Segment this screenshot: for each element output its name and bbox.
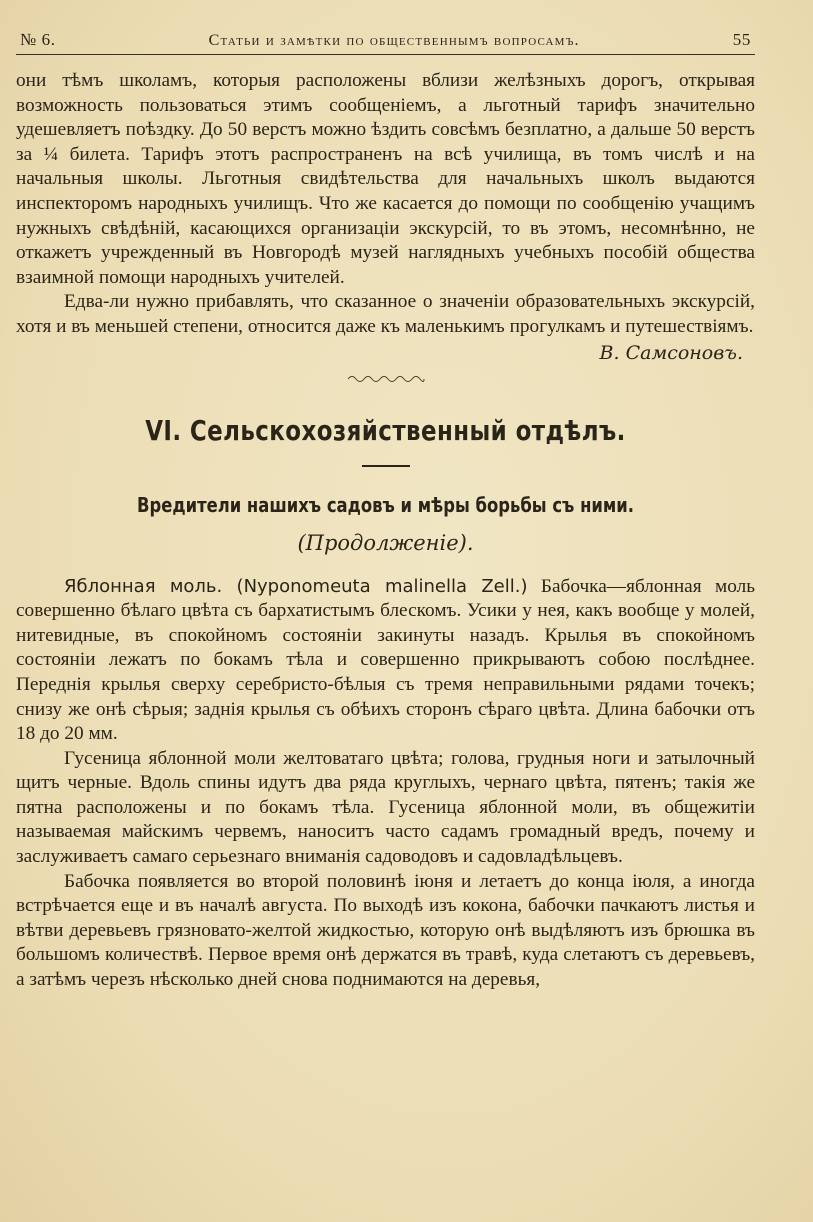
issue-number: № 6.	[20, 30, 56, 49]
paragraph: Гусеница яблонной моли желтоватаго цвѣта; голова, грудныя ноги и затылочный щитъ черные. Вдоль спины идутъ два ряда круглыхъ, чернаго цвѣта, пятенъ; такія же пятна расположены и по бокамъ тѣла. Гусеница яблонной моли, въ общежитіи называемая майскимъ червемъ, наноситъ часто садамъ громадный вредъ, почему и заслуживаетъ самаго серьезнаго вниманія садоводовъ и садовладѣльцевъ.	[16, 747, 755, 868]
running-header	[16, 30, 755, 55]
running-title: Статьи и замѣтки по общественнымъ вопросамъ.	[208, 32, 580, 49]
continued-note: (Продолженіе).	[297, 530, 474, 555]
author-signature: В. Самсоновъ.	[599, 341, 743, 364]
paragraph: Едва-ли нужно прибавлять, что сказанное о значеніи образовательныхъ экскурсій, хотя и въ меньшей степени, относится даже къ маленькимъ прогулкамъ и путешествіямъ.	[16, 291, 755, 337]
wavy-divider-ornament	[16, 370, 755, 384]
paragraph: Бабочка появляется во второй половинѣ іюня и летаетъ до конца іюля, а иногда встрѣчается еще и въ началѣ августа. По выходѣ изъ кокона, бабочки пачкаютъ листья и вѣтви деревьевъ грязновато-желтой жидкостью, которую онѣ выдѣляютъ изъ брюшка въ большомъ количествѣ. Первое время онѣ держатся въ травѣ, куда слетаютъ съ деревьевъ, а затѣмъ черезъ нѣсколько дней снова поднимаются на деревья,	[16, 870, 755, 991]
paragraph	[16, 575, 755, 747]
paragraph-text: Бабочка—яблонная моль совершенно бѣлаго цвѣта съ бархатистымъ блескомъ. Усики у нея, какъ вообще у молей, нитевидные, въ спокойномъ состояніи закинуты назадъ. Крылья въ спокойномъ состояніи лежатъ по бокамъ тѣла и совершенно прикрываютъ собою послѣднее. Переднія крылья сверху серебристо-бѣлыя съ тремя неправильными рядами точекъ; снизу же онѣ сѣрыя; заднія крылья съ обѣихъ сторонъ сѣраго цвѣта. Длина бабочки отъ 18 до 20 мм.	[16, 575, 755, 745]
species-term: Яблонная моль. (Nyponomeuta malinella Zell.)	[64, 575, 528, 597]
page-number: 55	[732, 30, 751, 49]
section-heading: VI. Сельскохозяйственный отдѣлъ.	[145, 413, 626, 447]
article-title: Вредители нашихъ садовъ и мѣры борьбы съ ними.	[136, 492, 635, 517]
heading-rule	[362, 465, 410, 467]
article-continuation	[16, 69, 755, 340]
article-body	[16, 575, 755, 993]
paragraph: они тѣмъ школамъ, которыя расположены вблизи желѣзныхъ дорогъ, открывая возможность пользоваться этимъ сообщеніемъ, а льготный тарифъ значительно удешевляетъ поѣздку. До 50 верстъ можно ѣздить совсѣмъ безплатно, а дальше 50 верстъ за ¼ билета. Тарифъ этотъ распространенъ на всѣ училища, въ томъ числѣ и на начальныя школы. Льготныя свидѣтельства для начальныхъ школъ выдаются инспекторомъ народныхъ училищъ. Что же касается до помощи по сообщенію учащимъ нужныхъ свѣдѣній, касающихся организаціи экскурсій, то въ этомъ, несомнѣнно, не откажетъ учрежденный въ Новгородѣ музей наглядныхъ учебныхъ пособій общества взаимной помощи народныхъ учителей.	[16, 70, 755, 288]
